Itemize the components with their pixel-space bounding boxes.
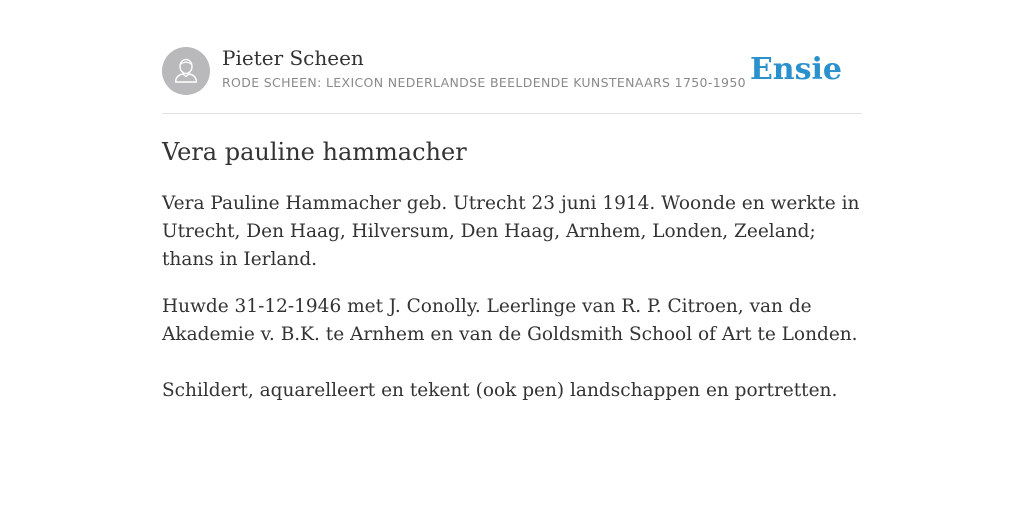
- article-paragraph: Huwde 31-12-1946 met J. Conolly. Leerlinge van R. P. Citroen, van de Akademie v. B.K. te Arnhem en van de Goldsmith School of Art te Londen.: [162, 296, 858, 345]
- author-name[interactable]: Pieter Scheen: [222, 46, 364, 70]
- user-icon: [162, 47, 210, 95]
- article-body: [162, 190, 862, 424]
- article-paragraph: Vera Pauline Hammacher geb. Utrecht 23 juni 1914. Woonde en werkte in Utrecht, Den Haag, Hilversum, Den Haag, Arnhem, Londen, Zeeland; thans in Ierland.: [162, 193, 860, 270]
- ensie-logo[interactable]: Ensie: [749, 52, 842, 87]
- article-header: [162, 46, 862, 114]
- source-title[interactable]: RODE SCHEEN: LEXICON NEDERLANDSE BEELDENDE KUNSTENAARS 1750-1950: [222, 75, 746, 90]
- author-avatar[interactable]: [162, 47, 210, 95]
- article-title: Vera pauline hammacher: [162, 138, 467, 166]
- article-paragraph: Schildert, aquarelleert en tekent (ook pen) landschappen en portretten.: [162, 380, 838, 401]
